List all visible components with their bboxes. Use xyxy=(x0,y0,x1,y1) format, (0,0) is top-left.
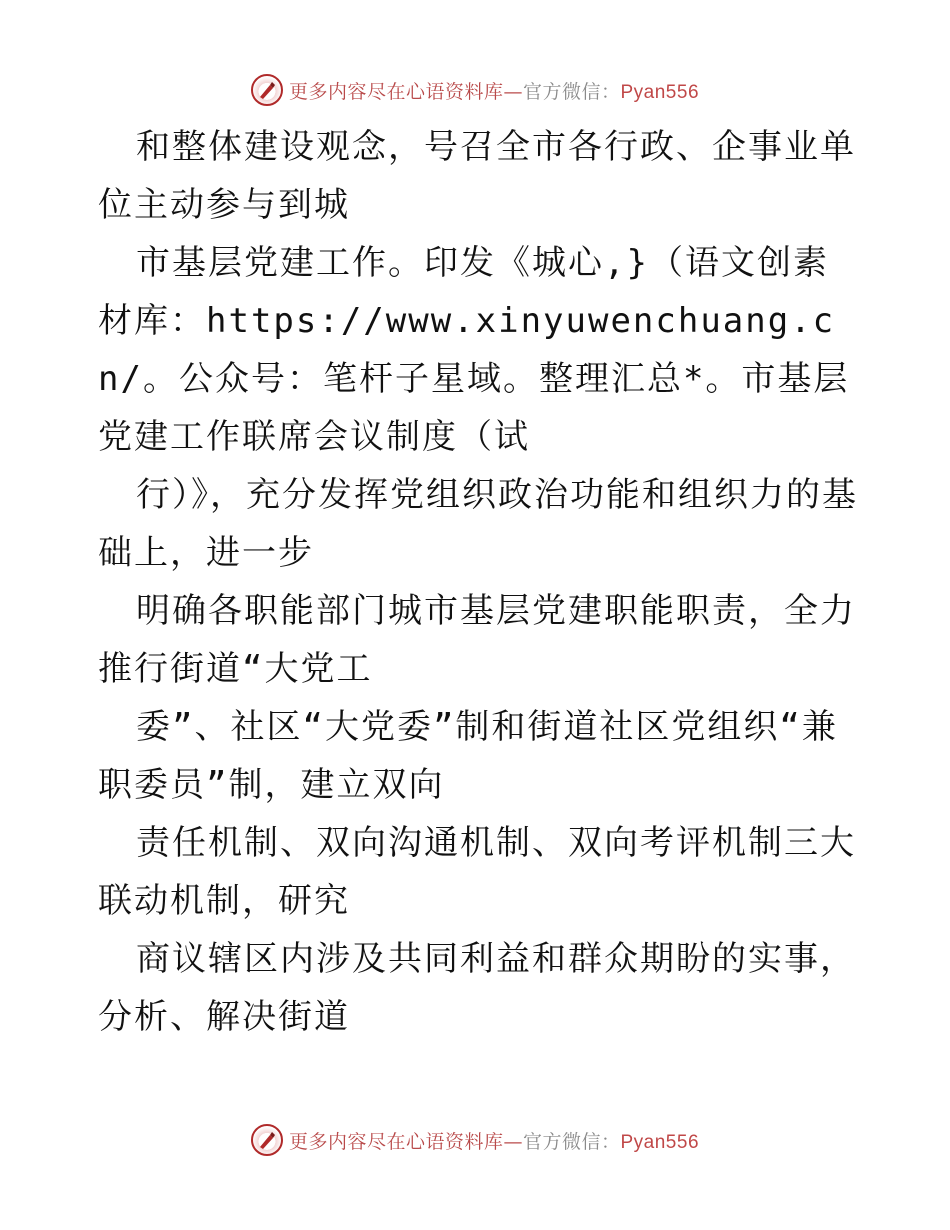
watermark-main: 更多内容尽在心语资料库 xyxy=(288,80,504,103)
paragraph-1: 和整体建设观念，号召全市各行政、企事业单位主动参与到城 xyxy=(98,127,856,225)
watermark-official: 官方微信： xyxy=(522,80,621,103)
watermark-main: 更多内容尽在心语资料库 xyxy=(288,1130,504,1153)
watermark-text xyxy=(289,1127,699,1154)
watermark-text xyxy=(289,77,699,104)
paragraph-7: 商议辖区内涉及共同利益和群众期盼的实事，分析、解决街道 xyxy=(98,939,856,1037)
header-watermark xyxy=(0,70,950,110)
paragraph-2: 市基层党建工作。印发《城心,}（语文创素材库：https://www.xinyuwenchuang.cn/。公众号：笔杆子星域。整理汇总*。市基层党建工作联席会议制度（试 xyxy=(98,243,850,457)
paragraph-4: 明确各职能部门城市基层党建职能职责，全力推行街道“大党工 xyxy=(98,591,856,689)
document-body xyxy=(98,118,858,1046)
pen-logo-icon xyxy=(251,74,283,106)
paragraph-3: 行）》，充分发挥党组织政治功能和组织力的基础上，进一步 xyxy=(98,475,858,573)
paragraph-5: 委”、社区“大党委”制和街道社区党组织“兼职委员”制，建立双向 xyxy=(98,707,838,805)
footer-watermark xyxy=(0,1120,950,1160)
watermark-dash: — xyxy=(503,1130,523,1153)
watermark-dash: — xyxy=(503,80,523,103)
paragraph-6: 责任机制、双向沟通机制、双向考评机制三大联动机制，研究 xyxy=(98,823,856,921)
watermark-official: 官方微信： xyxy=(522,1130,621,1153)
watermark-id: Pyan556 xyxy=(620,81,700,103)
pen-logo-icon xyxy=(251,1124,283,1156)
watermark-id: Pyan556 xyxy=(620,1131,700,1153)
